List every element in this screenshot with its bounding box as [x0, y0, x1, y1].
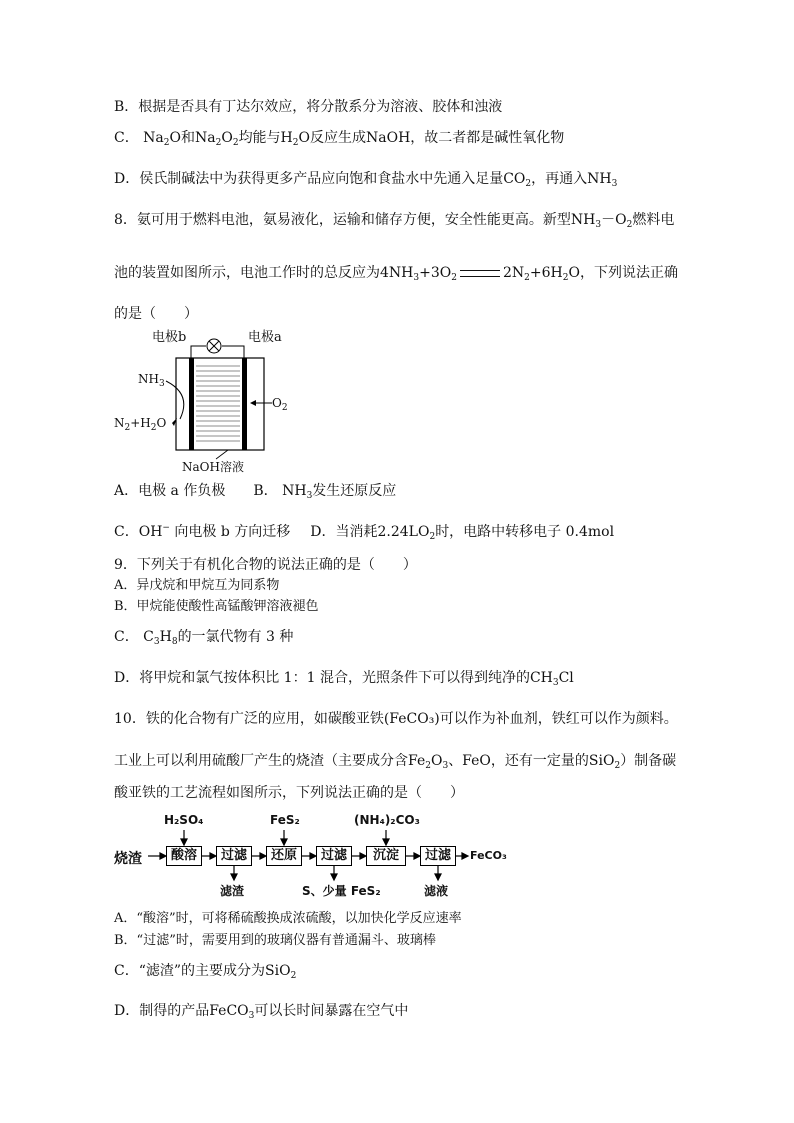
q8-option-b-1: B． NH: [253, 483, 307, 499]
q7-c-t5: 均能与H: [238, 130, 293, 146]
q8-option-b-2: 发生还原反应: [312, 483, 397, 499]
q7-option-d: D．侯氏制碱法中为获得更多产品应向饱和食盐水中先通入足量$CO_2$，再通入$NH_3$: [114, 171, 618, 189]
electrode-b-label: 电极b: [152, 330, 187, 345]
flow-reagent-fes2: FeS₂: [270, 813, 300, 827]
o2-label: $O_2$: [272, 396, 288, 413]
flow-out-filtrate: 滤液: [424, 884, 449, 898]
electrode-a-label: 电极a: [248, 330, 282, 345]
flow-out-residue: 滤渣: [220, 884, 245, 898]
q10-l2-a: 工业上可以利用硫酸厂产生的烧渣（主要成分含Fe: [114, 753, 426, 769]
q8-l2-a: 池的装置如图所示，电池工作时的总反应为4NH: [114, 265, 414, 281]
q7-c-t6: O反应生成NaOH，故二者都是碱性氧化物: [298, 130, 565, 146]
q8-l2-d: +6H: [529, 265, 563, 281]
q10-l2-b: O: [430, 753, 443, 769]
q9-option-c: C． $C_3H_8$的一氯代物有 3 种: [114, 629, 294, 647]
q10-l2-c: 、FeO，还有一定量的SiO: [448, 753, 615, 769]
flow-end: FeCO₃: [470, 849, 507, 862]
q9-option-d: D．将甲烷和氯气按体积比 1：1 混合，光照条件下可以得到纯净的$CH_3Cl$: [114, 670, 574, 688]
q9-c-3: 的一氯代物有 3 种: [177, 629, 294, 645]
q9-stem: 9．下列关于有机化合物的说法正确的是（ ）: [114, 557, 417, 573]
q9-c-2: H: [159, 629, 172, 645]
products-label: $N_2+H_2O$: [114, 416, 167, 433]
flow-step-precipitate: 沉淀: [366, 846, 406, 866]
q8-stem-line3: 的是（ ）: [114, 306, 198, 322]
nh3-label: $NH_3$: [138, 372, 165, 389]
q8-l1-a: 8．氨可用于燃料电池，氨易液化，运输和储存方便，安全性能更高。新型NH: [114, 212, 596, 228]
q8-option-c-1: C．OH: [114, 524, 163, 540]
q7-option-c: C． $Na_2O$和$Na_2O_2$均能与$H_2O$反应生成NaOH，故二者都是碱性氧化物: [114, 130, 565, 148]
q9-c-1: C． C: [114, 629, 154, 645]
q10-stem-line2: 工业上可以利用硫酸厂产生的烧渣（主要成分含$Fe_2O_3$、FeO，还有一定量的SiO$_2$）制备碳: [114, 753, 677, 771]
q8-options-cd: C．OH− 向电极 b 方向迁移 D．当消耗$2.24LO_2$时，电路中转移电子 0.4mol: [114, 523, 615, 542]
flow-step-filter-1: 过滤: [216, 846, 252, 866]
q8-option-a: A．电极 a 作负极: [114, 483, 226, 499]
flow-reagent-h2so4: H₂SO₄: [164, 813, 204, 827]
electrode-a: [242, 358, 247, 450]
q9-option-a: A．异戊烷和甲烷互为同系物: [114, 578, 280, 593]
q8-l2-e: O，下列说法正确: [568, 265, 678, 281]
flow-step-filter-3: 过滤: [420, 846, 456, 866]
q10-option-b: B．“过滤”时，需要用到的玻璃仪器有普通漏斗、玻璃棒: [114, 933, 436, 948]
fuel-cell-diagram: [110, 326, 290, 476]
q8-stem-line2: 池的装置如图所示，电池工作时的总反应为$4NH_3+3O_2$ $2N_2+6H_2O$，下列说法正确: [114, 265, 678, 283]
q10-d-1: D．制得的产品FeCO: [114, 1003, 249, 1019]
q10-d-2: 可以长时间暴露在空气中: [254, 1003, 409, 1019]
wire-right: [222, 346, 244, 358]
flow-start: 烧渣: [114, 851, 142, 867]
q7-c-t3: Na: [195, 130, 216, 146]
q8-stem-line1: 8．氨可用于燃料电池，氨易液化，运输和储存方便，安全性能更高。新型$NH_3-O_2$燃料电: [114, 212, 675, 230]
q8-option-c-2: 向电极 b 方向迁移: [174, 524, 291, 540]
q9-d-2: Cl: [558, 670, 574, 686]
q10-option-c: C．“滤渣”的主要成分为SiO$_2$: [114, 963, 297, 981]
electrolyte-hatching: [196, 366, 240, 441]
q9-d-1: D．将甲烷和氯气按体积比 1：1 混合，光照条件下可以得到纯净的CH: [114, 670, 553, 686]
reaction-arrow: [460, 270, 500, 277]
q7-d-t2: ，再通入NH: [531, 171, 612, 187]
q7-c-t1: Na: [143, 130, 164, 146]
flow-step-acid-dissolve: 酸溶: [166, 846, 202, 866]
electrode-b: [189, 358, 194, 450]
q8-option-d-2: 时，电路中转移电子 0.4mol: [435, 524, 615, 540]
q7-c-t2: O和: [169, 130, 195, 146]
electrolyte-label: NaOH溶液: [182, 460, 244, 474]
flow-reagent-ammonium-carbonate: (NH₄)₂CO₃: [354, 813, 420, 827]
q7-option-b: B．根据是否具有丁达尔效应，将分散系分为溶液、胶体和浊液: [114, 99, 503, 115]
q8-l2-b: +3O: [419, 265, 452, 281]
q8-l2-c: 2N: [502, 265, 525, 281]
q10-option-a: A．“酸溶”时，可将稀硫酸换成浓硫酸，以加快化学反应速率: [114, 911, 462, 926]
q8-option-d-1: D．当消耗2.24LO: [310, 524, 430, 540]
q7-c-label: C．: [114, 130, 139, 146]
q9-option-b: B．甲烷能使酸性高锰酸钾溶液褪色: [114, 599, 319, 614]
flow-out-sulfur: S、少量 FeS₂: [302, 884, 381, 898]
fuel-cell-svg: [110, 326, 290, 476]
q10-c-1: C．“滤渣”的主要成分为SiO: [114, 963, 291, 979]
q10-l2-d: ）制备碳: [620, 753, 677, 769]
q7-c-t4: O: [221, 130, 233, 146]
q10-stem-line3: 酸亚铁的工艺流程如图所示，下列说法正确的是（ ）: [114, 785, 464, 801]
nh3-arrow: [166, 381, 184, 419]
q10-option-d: D．制得的产品FeCO$_3$可以长时间暴露在空气中: [114, 1003, 409, 1021]
q8-l1-b: －O: [601, 212, 627, 228]
q10-stem-line1: 10．铁的化合物有广泛的应用，如碳酸亚铁(FeCO₃)可以作为补血剂，铁红可以作为颜料。: [114, 711, 678, 727]
flow-step-reduce: 还原: [266, 846, 302, 866]
q7-d-t1: D．侯氏制碱法中为获得更多产品应向饱和食盐水中先通入足量CO: [114, 171, 526, 187]
q8-l1-c: 燃料电: [632, 212, 675, 228]
process-flow-chart: [112, 810, 512, 900]
wire-left: [191, 346, 206, 358]
q8-options-ab: A．电极 a 作负极 B． $NH_3$发生还原反应: [114, 483, 397, 501]
flow-step-filter-2: 过滤: [316, 846, 352, 866]
